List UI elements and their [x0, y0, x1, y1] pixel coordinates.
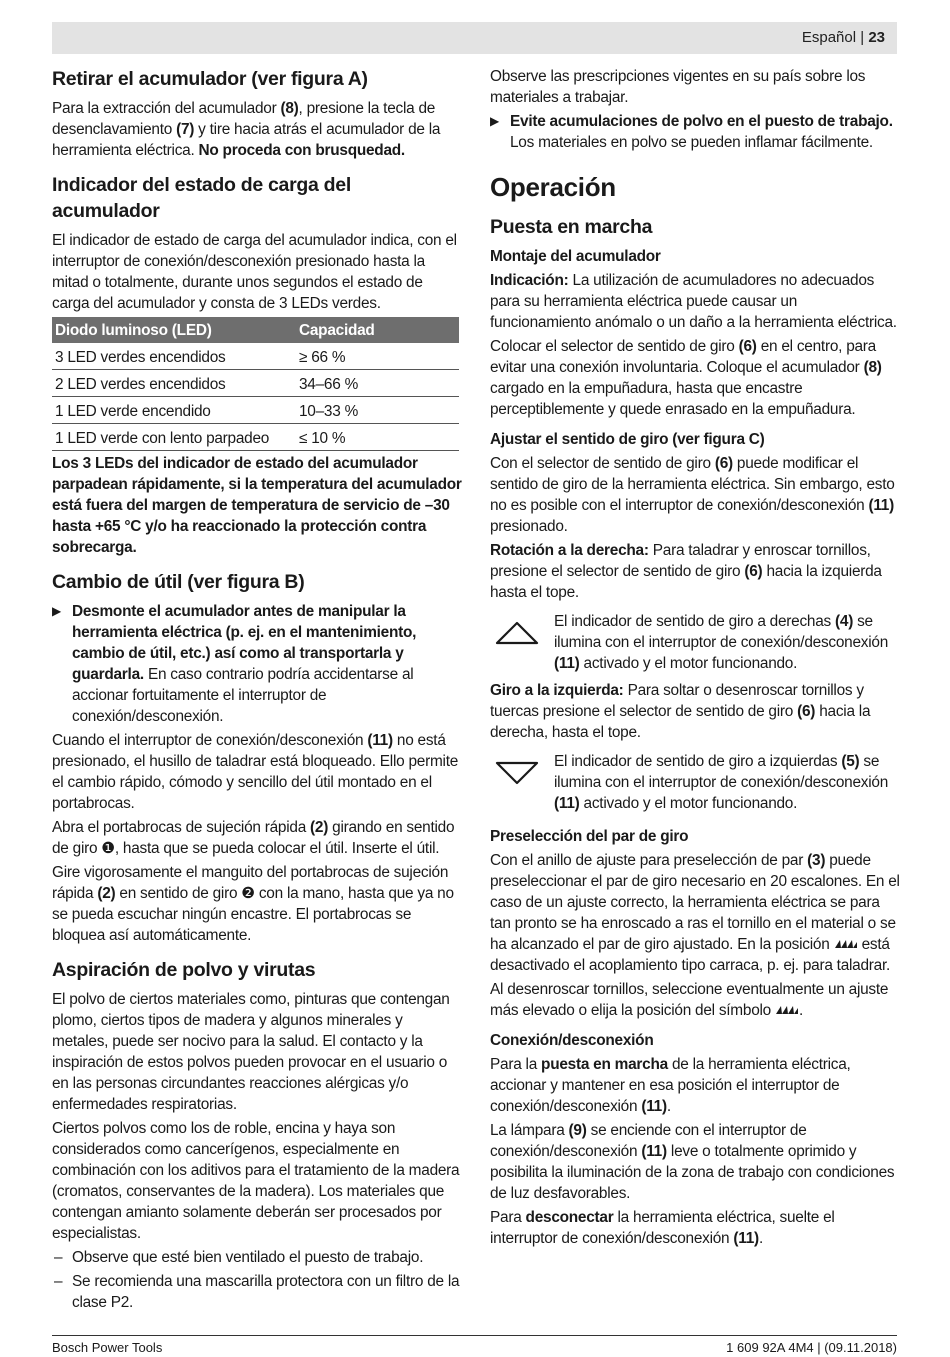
remove-battery-text: Para la extracción del acumulador (8), presione la tecla de desenclavamiento (7) y tire hacia atrás el acumulador de la herramienta eléctrica. No proceda con brusquedad.	[52, 100, 441, 159]
footer-brand: Bosch Power Tools	[52, 1340, 163, 1355]
subsection-title-battery-mount: Montaje del acumulador	[490, 248, 661, 265]
regulations-text: Observe las prescripciones vigentes en su país sobre los materiales a trabajar.	[490, 68, 866, 106]
table-cell: 1 LED verde con lento parpadeo	[52, 424, 296, 451]
rotation-text: Con el selector de sentido de giro (6) puede modificar el sentido de giro de la herramienta eléctrica. Sin embargo, esto no es posible con el interruptor de conexión/desconexión (11) presionado.	[490, 455, 895, 535]
drill-symbol-icon	[834, 939, 858, 949]
section-title-tool-change: Cambio de útil (ver figura B)	[52, 571, 305, 593]
right-rotation-indicator: El indicador de sentido de giro a derechas (4) se ilumina con el interruptor de conexión/desconexión (11) activado y el motor funcionando.	[490, 611, 900, 674]
page-footer	[52, 1335, 897, 1355]
arrow-bullet-icon: ▶	[490, 114, 499, 128]
tool-change-text-2: Abra el portabrocas de sujeción rápida (2) girando en sentido de giro ❶, hasta que se pueda colocar el útil. Inserte el útil.	[52, 819, 455, 857]
led-warning-text: Los 3 LEDs del indicador de estado del acumulador parpadean rápidamente, si la temperatura del acumulador está fuera del margen de temperatura de servicio de –30 hasta +65 °C y/o ha reaccionado la protección contra sobrecarga.	[52, 455, 462, 556]
dust-text-1: El polvo de ciertos materiales como, pinturas que contengan plomo, ciertos tipos de madera y algunos minerales y metales, puede ser nocivo para la salud. El contacto y la inspiración de estos polvos pueden provocar en el usuario o en las personas circundantes reacciones alérgicas y/o enfermedades respiratorias.	[52, 991, 450, 1113]
arrow-up-indicator-icon	[492, 613, 542, 653]
table-row	[52, 424, 459, 451]
list-item: – Observe que esté bien ventilado el puesto de trabajo.	[54, 1249, 424, 1266]
subsection-title-rotation: Ajustar el sentido de giro (ver figura C)	[490, 431, 765, 448]
table-header-capacity: Capacidad	[296, 317, 459, 343]
table-cell: ≥ 66 %	[296, 343, 459, 370]
safety-instruction: ▶ Evite acumulaciones de polvo en el puesto de trabajo. Los materiales en polvo se pueden inflamar fácilmente.	[490, 113, 893, 151]
footer-doc-id: 1 609 92A 4M4 | (09.11.2018)	[726, 1340, 897, 1355]
arrow-down-indicator-icon	[492, 753, 542, 793]
section-title-start-up: Puesta en marcha	[490, 216, 653, 238]
led-capacity-table	[52, 317, 459, 451]
table-header-led: Diodo luminoso (LED)	[52, 317, 296, 343]
safety-instruction: ▶ Desmonte el acumulador antes de manipular la herramienta eléctrica (p. ej. en el mantenimiento, cambio de útil, etc.) así como al transportarla y guardarla. En caso contrario podría accidentarse al accionar fortuitamente el interruptor de conexión/desconexión.	[52, 603, 417, 725]
drill-symbol-icon	[775, 1005, 799, 1015]
header-text	[802, 29, 885, 46]
charge-indicator-text: El indicador de estado de carga del acumulador indica, con el interruptor de conexión/desconexión presionado hasta la mitad o totalmente, durante unos segundos el estado de carga del acumulador y consta de 3 LEDs verdes.	[52, 232, 457, 312]
table-cell: 3 LED verdes encendidos	[52, 343, 296, 370]
on-off-text-3: Para desconectar la herramienta eléctrica, suelte el interruptor de conexión/desconexión (11).	[490, 1209, 835, 1247]
list-item: – Se recomienda una mascarilla protectora con un filtro de la clase P2.	[54, 1273, 460, 1311]
torque-text-1: Con el anillo de ajuste para preselección de par (3) puede preseleccionar el par de giro necesario en 20 escalones. En el caso de un ajuste correcto, la herramienta eléctrica se para tan pronto se ha enroscado a ras el tornillo en el material o se ha alcanzado el par de giro ajustado. En la posición está desactivado el acoplamiento tipo carraca, p. ej. para taladrar.	[490, 852, 900, 974]
left-rotation-indicator: El indicador de sentido de giro a izquierdas (5) se ilumina con el interruptor de conexión/desconexión (11) activado y el motor funcionando.	[490, 751, 900, 814]
chapter-title-operation: Operación	[490, 172, 616, 202]
torque-text-2: Al desenroscar tornillos, seleccione eventualmente un ajuste más elevado o elija la posición del símbolo .	[490, 981, 889, 1019]
table-cell: 1 LED verde encendido	[52, 397, 296, 424]
table-row	[52, 343, 459, 370]
rotation-left-text: Giro a la izquierda: Para soltar o desenroscar tornillos y tuercas presione el selector de sentido de giro (6) hacia la derecha, hasta el tope.	[490, 682, 871, 741]
subsection-title-on-off: Conexión/desconexión	[490, 1032, 654, 1049]
battery-mount-note: Indicación: La utilización de acumuladores no adecuados para su herramienta eléctrica puede causar un funcionamiento anómalo o un daño a la herramienta eléctrica.	[490, 272, 897, 331]
tool-change-text-3: Gire vigorosamente el manguito del portabrocas de sujeción rápida (2) en sentido de giro ❷ con la mano, hasta que ya no se pueda escuchar ningún encastre. El portabrocas se bloquea así automáticamente.	[52, 864, 454, 944]
on-off-text-2: La lámpara (9) se enciende con el interruptor de conexión/desconexión (11) leve o totalmente oprimido y posibilita la iluminación de la zona de trabajo con condiciones de luz desfavorables.	[490, 1122, 895, 1202]
right-column	[490, 66, 900, 1252]
subsection-title-torque: Preselección del par de giro	[490, 828, 689, 845]
table-header-row	[52, 317, 459, 343]
on-off-text-1: Para la puesta en marcha de la herramienta eléctrica, accionar y mantener en esa posición el interruptor de conexión/desconexión (11).	[490, 1056, 851, 1115]
section-title-remove-battery: Retirar el acumulador (ver figura A)	[52, 68, 368, 90]
table-cell: 34–66 %	[296, 370, 459, 397]
header-separator: |	[856, 29, 869, 46]
table-row	[52, 370, 459, 397]
dust-text-2: Ciertos polvos como los de roble, encina y haya son considerados como cancerígenos, especialmente en combinación con los aditivos para el tratamiento de la madera (cromatos, conservantes de la madera). Los materiales que contengan amianto solamente deberán ser procesados por especialistas.	[52, 1120, 460, 1242]
left-column	[52, 66, 462, 1316]
header-language: Español	[801, 29, 857, 46]
section-title-charge-indicator: Indicador del estado de carga del acumulador	[52, 174, 351, 222]
table-cell: 2 LED verdes encendidos	[52, 370, 296, 397]
rotation-right-text: Rotación a la derecha: Para taladrar y enroscar tornillos, presione el selector de sentido de giro (6) hacia la izquierda hasta el tope.	[490, 542, 882, 601]
tool-change-text-1: Cuando el interruptor de conexión/desconexión (11) no está presionado, el husillo de taladrar está bloqueado. Ello permite el cambio rápido, cómodo y sencillo del útil montado en el portabrocas.	[52, 732, 459, 812]
battery-mount-text: Colocar el selector de sentido de giro (6) en el centro, para evitar una conexión involuntaria. Coloque el acumulador (8) cargado en la empuñadura, hasta que encastre perceptiblemente y quede enrasado en la empuñadura.	[490, 338, 882, 418]
section-title-dust-extraction: Aspiración de polvo y virutas	[52, 959, 316, 981]
page-header	[52, 22, 897, 54]
table-cell: ≤ 10 %	[296, 424, 459, 451]
table-cell: 10–33 %	[296, 397, 459, 424]
page-number: 23	[868, 29, 885, 46]
table-row	[52, 397, 459, 424]
arrow-bullet-icon: ▶	[52, 604, 61, 618]
